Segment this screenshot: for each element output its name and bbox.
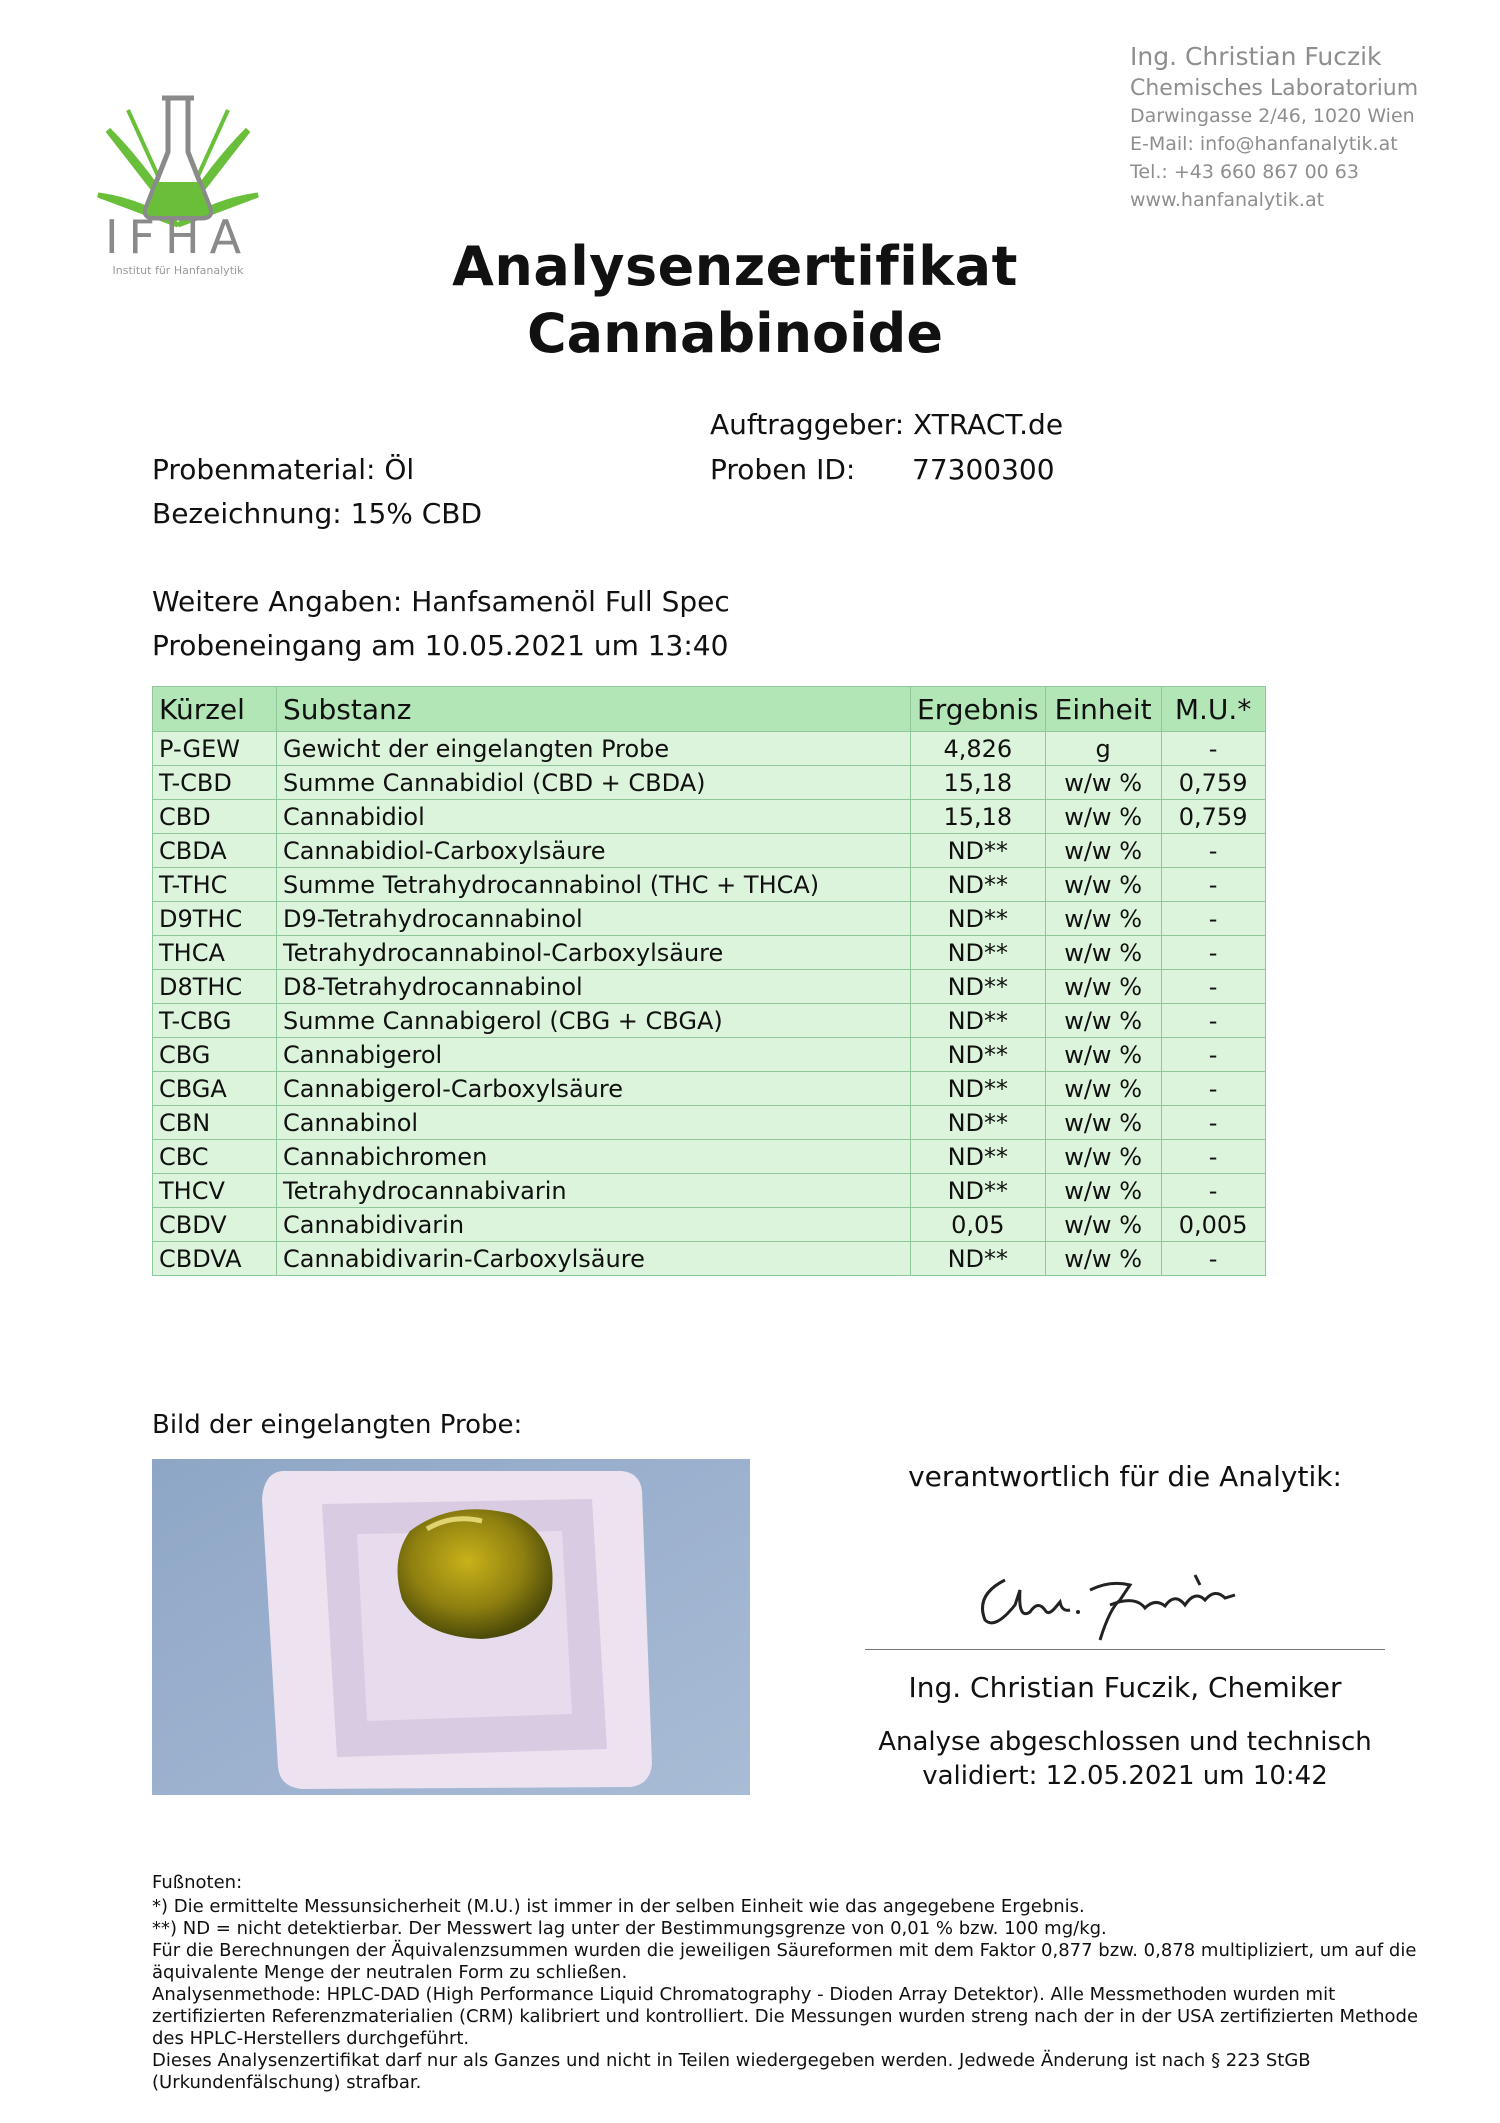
header-unit: Einheit <box>1045 687 1161 732</box>
results-table <box>152 686 1266 1276</box>
cell-substance: Cannabidiol-Carboxylsäure <box>277 834 911 868</box>
cell-unit: w/w % <box>1045 1140 1161 1174</box>
footnote-4: Analysenmethode: HPLC-DAD (High Performance Liquid Chromatography - Dioden Array Detektor). Alle Messmethoden wurden mit zertifizierten Referenzmaterialien (CRM) kalibriert und kontrolliert. Die Messungen wurden streng nach der in der USA zertifizierten Methode des HPLC-Herstellers durchgeführt. <box>152 1984 1419 2049</box>
responsible-label: verantwortlich für die Analytik: <box>908 1460 1342 1493</box>
cell-result: ND** <box>911 1072 1046 1106</box>
cell-mu: 0,759 <box>1161 800 1265 834</box>
cell-code: CBD <box>153 800 277 834</box>
cell-result: ND** <box>911 1004 1046 1038</box>
cell-mu: - <box>1161 970 1265 1004</box>
cell-result: ND** <box>911 1038 1046 1072</box>
table-row <box>153 1140 1266 1174</box>
cell-unit: w/w % <box>1045 1038 1161 1072</box>
cell-substance: D9-Tetrahydrocannabinol <box>277 902 911 936</box>
cell-code: THCA <box>153 936 277 970</box>
table-row <box>153 868 1266 902</box>
cell-result: 4,826 <box>911 732 1046 766</box>
cell-substance: Cannabidivarin-Carboxylsäure <box>277 1242 911 1276</box>
cell-unit: w/w % <box>1045 1106 1161 1140</box>
sample-received: Probeneingang am 10.05.2021 um 13:40 <box>152 629 729 662</box>
table-row <box>153 766 1266 800</box>
cell-substance: Cannabidivarin <box>277 1208 911 1242</box>
table-row <box>153 800 1266 834</box>
cell-unit: w/w % <box>1045 834 1161 868</box>
sample-id-value: 77300300 <box>912 453 1055 486</box>
sample-id-label: Proben ID: <box>710 453 856 486</box>
cell-mu: - <box>1161 868 1265 902</box>
cell-mu: - <box>1161 902 1265 936</box>
certificate-title: Analysenzertifikat <box>452 235 1018 298</box>
sample-more-info: Weitere Angaben: Hanfsamenöl Full Spec <box>152 585 730 618</box>
cell-code: CBG <box>153 1038 277 1072</box>
cell-code: T-THC <box>153 868 277 902</box>
cell-substance: Summe Cannabidiol (CBD + CBDA) <box>277 766 911 800</box>
lab-phone: Tel.: +43 660 867 00 63 <box>1130 161 1359 183</box>
cell-result: ND** <box>911 936 1046 970</box>
cell-code: CBC <box>153 1140 277 1174</box>
cell-result: ND** <box>911 1242 1046 1276</box>
chemist-name: Ing. Christian Fuczik, Chemiker <box>908 1671 1342 1704</box>
table-header-row <box>153 687 1266 732</box>
client: Auftraggeber: XTRACT.de <box>710 408 1064 441</box>
table-row <box>153 1242 1266 1276</box>
cell-substance: Tetrahydrocannabinol-Carboxylsäure <box>277 936 911 970</box>
lab-address: Darwingasse 2/46, 1020 Wien <box>1130 105 1415 127</box>
footnote-2: **) ND = nicht detektierbar. Der Messwert lag unter der Bestimmungsgrenze von 0,01 % bzw. 100 mg/kg. <box>152 1918 1107 1939</box>
table-row <box>153 970 1266 1004</box>
lab-name: Ing. Christian Fuczik <box>1130 42 1382 71</box>
cell-unit: w/w % <box>1045 902 1161 936</box>
cell-unit: w/w % <box>1045 1004 1161 1038</box>
table-row <box>153 732 1266 766</box>
cell-code: THCV <box>153 1174 277 1208</box>
cell-result: ND** <box>911 868 1046 902</box>
cell-code: D9THC <box>153 902 277 936</box>
cell-result: ND** <box>911 970 1046 1004</box>
cell-mu: - <box>1161 1038 1265 1072</box>
cell-unit: w/w % <box>1045 1208 1161 1242</box>
cell-code: CBDA <box>153 834 277 868</box>
cell-substance: D8-Tetrahydrocannabinol <box>277 970 911 1004</box>
cell-code: T-CBD <box>153 766 277 800</box>
cell-mu: - <box>1161 1072 1265 1106</box>
table-row <box>153 1072 1266 1106</box>
cell-result: ND** <box>911 902 1046 936</box>
cell-code: T-CBG <box>153 1004 277 1038</box>
sample-photo <box>152 1459 750 1795</box>
cell-mu: 0,759 <box>1161 766 1265 800</box>
cell-mu: - <box>1161 936 1265 970</box>
table-row <box>153 936 1266 970</box>
table-row <box>153 902 1266 936</box>
cell-substance: Summe Cannabigerol (CBG + CBGA) <box>277 1004 911 1038</box>
cell-mu: - <box>1161 1004 1265 1038</box>
cell-unit: w/w % <box>1045 868 1161 902</box>
cell-code: CBDV <box>153 1208 277 1242</box>
cell-result: ND** <box>911 1174 1046 1208</box>
footnote-3: Für die Berechnungen der Äquivalenzsummen wurden die jeweiligen Säureformen mit dem Faktor 0,877 bzw. 0,878 multipliziert, um auf die äquivalente Menge der neutralen Form zu schließen. <box>152 1940 1417 1983</box>
cell-result: 15,18 <box>911 766 1046 800</box>
logo-wordmark: IFHA <box>104 210 252 264</box>
header-substance: Substanz <box>277 687 911 732</box>
lab-subtitle: Chemisches Laboratorium <box>1130 76 1419 101</box>
cell-mu: - <box>1161 834 1265 868</box>
table-row <box>153 1038 1266 1072</box>
cell-unit: g <box>1045 732 1161 766</box>
table-row <box>153 1208 1266 1242</box>
signature <box>960 1550 1260 1650</box>
cell-result: ND** <box>911 1106 1046 1140</box>
cell-result: 15,18 <box>911 800 1046 834</box>
table-row <box>153 834 1266 868</box>
photo-label: Bild der eingelangten Probe: <box>152 1410 523 1440</box>
cell-code: D8THC <box>153 970 277 1004</box>
cell-code: P-GEW <box>153 732 277 766</box>
validation-line-2: validiert: 12.05.2021 um 10:42 <box>922 1761 1328 1791</box>
sample-material: Probenmaterial: Öl <box>152 453 415 486</box>
cell-substance: Summe Tetrahydrocannabinol (THC + THCA) <box>277 868 911 902</box>
cell-mu: - <box>1161 1140 1265 1174</box>
cell-code: CBN <box>153 1106 277 1140</box>
cell-unit: w/w % <box>1045 970 1161 1004</box>
cell-substance: Cannabinol <box>277 1106 911 1140</box>
cell-code: CBGA <box>153 1072 277 1106</box>
validation-line-1: Analyse abgeschlossen und technisch <box>878 1727 1372 1757</box>
cell-mu: - <box>1161 1106 1265 1140</box>
cell-unit: w/w % <box>1045 800 1161 834</box>
cell-substance: Cannabigerol <box>277 1038 911 1072</box>
logo-subtitle: Institut für Hanfanalytik <box>112 264 244 277</box>
footnote-5: Dieses Analysenzertifikat darf nur als Ganzes und nicht in Teilen wiedergegeben werden. Jedwede Änderung ist nach § 223 StGB (Urkundenfälschung) strafbar. <box>152 2050 1311 2093</box>
cell-mu: 0,005 <box>1161 1208 1265 1242</box>
signature-line <box>865 1649 1385 1650</box>
cell-result: ND** <box>911 834 1046 868</box>
cell-substance: Cannabichromen <box>277 1140 911 1174</box>
cell-unit: w/w % <box>1045 936 1161 970</box>
header-mu: M.U.* <box>1161 687 1265 732</box>
cell-unit: w/w % <box>1045 1072 1161 1106</box>
cell-substance: Cannabigerol-Carboxylsäure <box>277 1072 911 1106</box>
table-row <box>153 1174 1266 1208</box>
footnotes <box>152 1872 1422 2094</box>
header-code: Kürzel <box>153 687 277 732</box>
footnote-1: *) Die ermittelte Messunsicherheit (M.U.) ist immer in der selben Einheit wie das angegebene Ergebnis. <box>152 1896 1085 1917</box>
cell-mu: - <box>1161 732 1265 766</box>
cell-result: 0,05 <box>911 1208 1046 1242</box>
cell-mu: - <box>1161 1174 1265 1208</box>
lab-website: www.hanfanalytik.at <box>1130 189 1325 211</box>
sample-designation: Bezeichnung: 15% CBD <box>152 497 483 530</box>
cell-result: ND** <box>911 1140 1046 1174</box>
cell-unit: w/w % <box>1045 1174 1161 1208</box>
table-row <box>153 1106 1266 1140</box>
header-result: Ergebnis <box>911 687 1046 732</box>
cell-substance: Gewicht der eingelangten Probe <box>277 732 911 766</box>
cell-unit: w/w % <box>1045 1242 1161 1276</box>
cell-mu: - <box>1161 1242 1265 1276</box>
footnotes-title: Fußnoten: <box>152 1872 243 1893</box>
cell-unit: w/w % <box>1045 766 1161 800</box>
table-row <box>153 1004 1266 1038</box>
cell-code: CBDVA <box>153 1242 277 1276</box>
cell-substance: Cannabidiol <box>277 800 911 834</box>
lab-email: E-Mail: info@hanfanalytik.at <box>1130 133 1398 155</box>
cell-substance: Tetrahydrocannabivarin <box>277 1174 911 1208</box>
certificate-subtitle: Cannabinoide <box>527 302 943 365</box>
